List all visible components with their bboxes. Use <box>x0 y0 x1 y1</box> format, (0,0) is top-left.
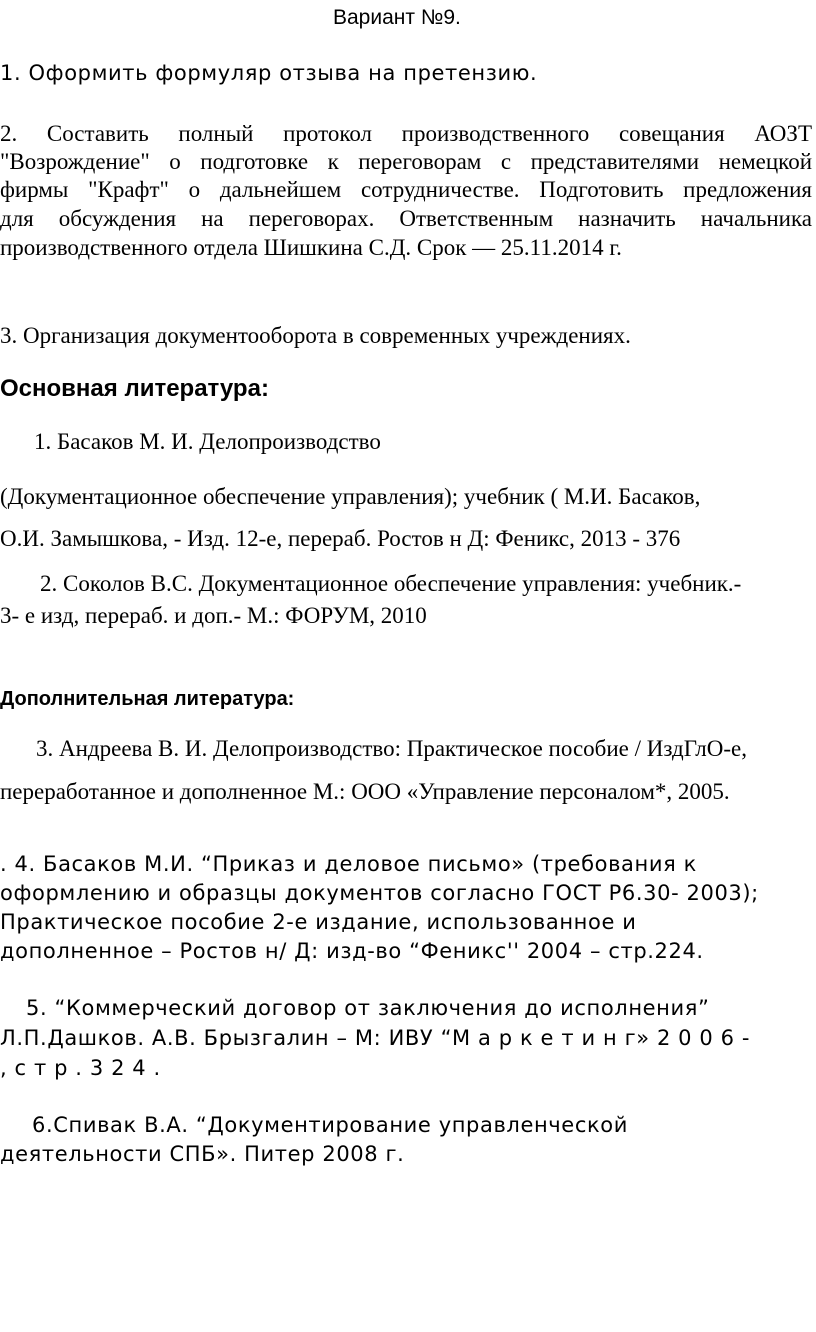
additional-literature-item-3-line-1: 3. Андреева В. И. Делопроизводство: Практическое пособие / ИздГлО-е, <box>36 736 748 761</box>
additional-literature-item-5-line-3: , с т р . 3 2 4 . <box>0 1056 161 1080</box>
additional-literature-item-4-line-1: . 4. Басаков М.И. “Приказ и деловое письмо» (требования к <box>0 852 697 876</box>
main-literature-item-1-line-2: (Документационное обеспечение управления); учебник ( М.И. Басаков, <box>0 484 701 509</box>
additional-literature-item-4-line-4: дополненное – Ростов н/ Д: изд-во “Феникс'' 2004 – стр.224. <box>0 939 704 963</box>
additional-literature-heading: Дополнительная литература: <box>0 688 295 710</box>
additional-literature-item-5-line-2: Л.П.Дашков. А.В. Брызгалин – М: ИВУ “М а р к е т и н г» 2 0 0 6 - <box>0 1026 751 1050</box>
main-literature-item-2-line-1: 2. Соколов В.С. Документационное обеспечение управления: учебник.- <box>40 571 742 596</box>
additional-literature-item-5-line-1: 5. “Коммерческий договор от заключения до исполнения” <box>26 996 710 1020</box>
task-1: 1. Оформить формуляр отзыва на претензию. <box>0 61 538 85</box>
main-literature-item-1-line-1: 1. Басаков М. И. Делопроизводство <box>34 429 381 454</box>
page-title: Вариант №9. <box>333 6 461 29</box>
additional-literature-item-3-line-2: переработанное и дополненное М.: ООО «Управление персоналом*, 2005. <box>0 779 730 804</box>
additional-literature-item-6-line-2: деятельности СПБ». Питер 2008 г. <box>0 1142 405 1166</box>
task-2-line-3: фирмы "Крафт" о дальнейшем сотрудничестве. Подготовить предложения <box>0 177 812 202</box>
task-2-line-4: для обсуждения на переговорах. Ответственным назначить начальника <box>0 206 812 231</box>
additional-literature-item-6-line-1: 6.Спивак В.А. “Документирование управленческой <box>32 1113 628 1137</box>
additional-literature-item-4-line-3: Практическое пособие 2-е издание, использованное и <box>0 910 637 934</box>
additional-literature-item-4-line-2: оформлению и образцы документов согласно ГОСТ Р6.30- 2003); <box>0 881 759 905</box>
task-2-line-5: производственного отдела Шишкина С.Д. Срок — 25.11.2014 г. <box>0 235 622 260</box>
task-2-line-2: "Возрождение" о подготовке к переговорам с представителями немецкой <box>0 149 812 174</box>
task-3: 3. Организация документооборота в современных учреждениях. <box>0 323 631 348</box>
main-literature-item-1-line-3: О.И. Замышкова, - Изд. 12-е, перераб. Ростов н Д: Феникс, 2013 - 376 <box>0 526 681 551</box>
main-literature-item-2-line-2: 3- е изд, перераб. и доп.- М.: ФОРУМ, 2010 <box>0 603 427 628</box>
task-2-line-1: 2. Составить полный протокол производственного совещания АОЗТ <box>0 121 812 146</box>
main-literature-heading: Основная литература: <box>0 375 269 402</box>
